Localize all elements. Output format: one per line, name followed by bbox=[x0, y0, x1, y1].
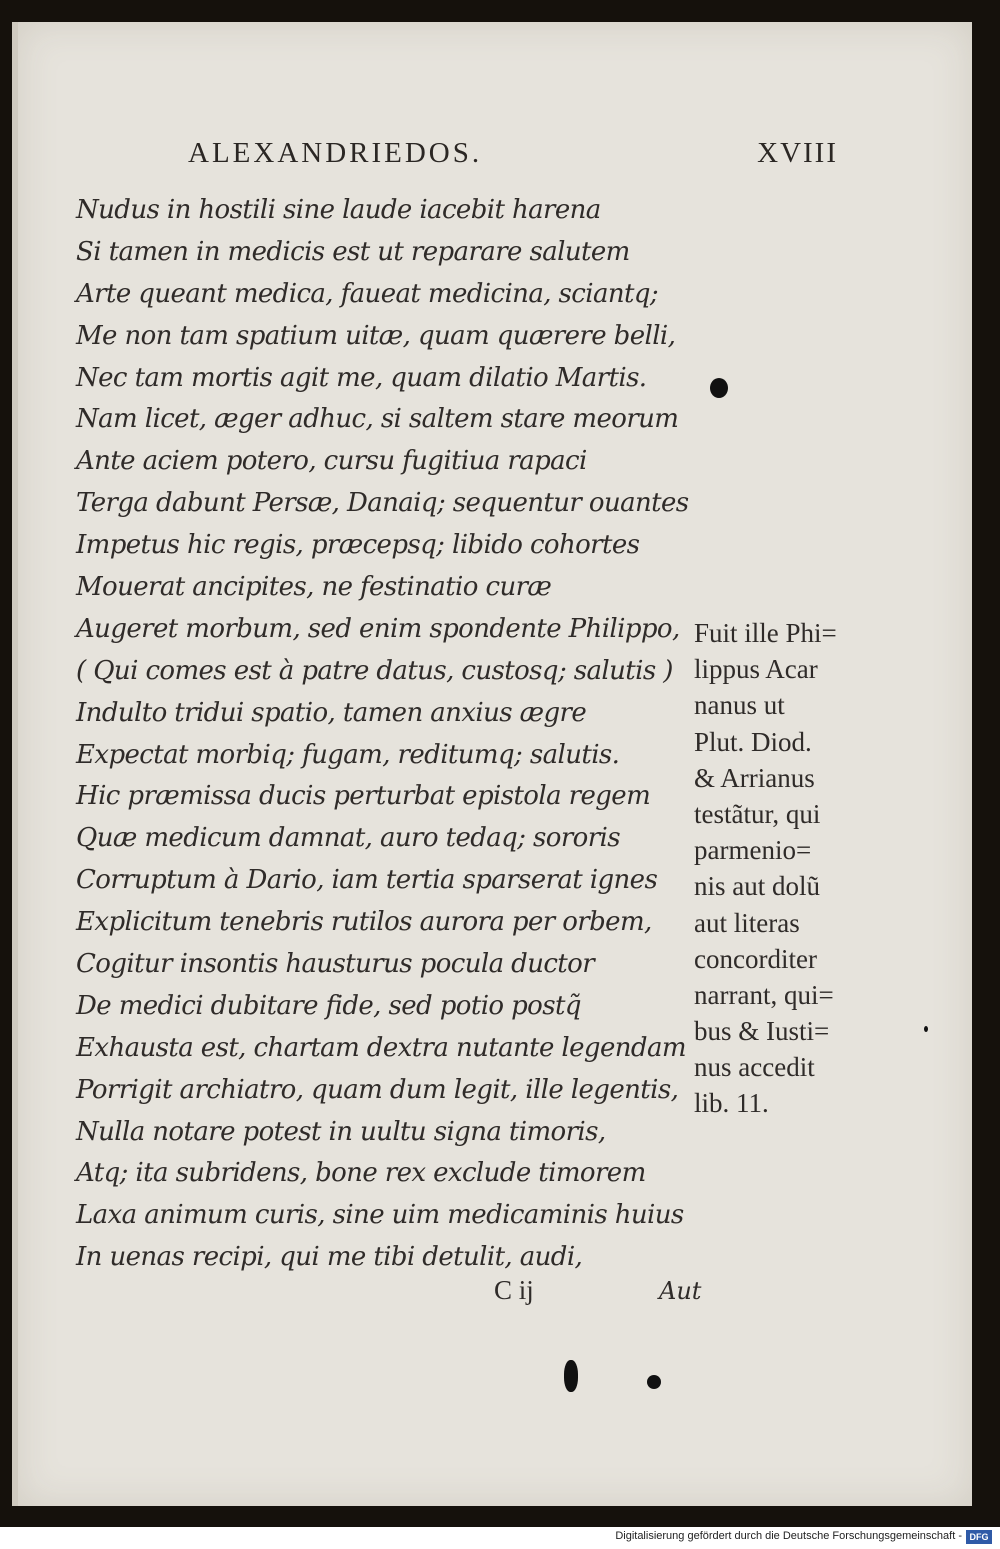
ink-blot bbox=[647, 1375, 661, 1389]
ink-blot bbox=[710, 378, 728, 398]
verse-line: Me non tam spatium uitæ, quam quærere belli, bbox=[76, 320, 676, 351]
verse-line: Expectat morbiq; fugam, reditumq; salutis. bbox=[76, 739, 620, 770]
verse-line: Nulla notare potest in uultu signa timoris, bbox=[76, 1116, 606, 1147]
page-header bbox=[178, 137, 838, 177]
margin-note-line: lib. 11. bbox=[694, 1088, 769, 1119]
verse-line: Hic præmissa ducis perturbat epistola regem bbox=[76, 781, 651, 812]
verse-line: Impetus hic regis, præcepsq; libido cohortes bbox=[76, 530, 640, 561]
margin-note-line: nis aut dolũ bbox=[694, 871, 820, 902]
margin-note-line: narrant, qui= bbox=[694, 979, 834, 1010]
margin-note-line: parmenio= bbox=[694, 835, 812, 866]
verse-line: Exhausta est, chartam dextra nutante legendam bbox=[76, 1032, 686, 1063]
marginal-note bbox=[694, 615, 894, 1122]
ink-blot bbox=[564, 1360, 578, 1392]
verse-line: Nec tam mortis agit me, quam dilatio Martis. bbox=[76, 362, 647, 393]
dfg-logo: DFG bbox=[966, 1530, 992, 1544]
running-title: ALEXANDRIEDOS. bbox=[188, 137, 483, 169]
margin-note-line: nanus ut bbox=[694, 690, 785, 721]
verse-line: De medici dubitare fide, sed potio postq̃ bbox=[76, 990, 581, 1021]
verse-line: ( Qui comes est à patre datus, custosq; salutis ) bbox=[76, 655, 673, 686]
verse-line: Atq; ita subridens, bone rex exclude timorem bbox=[76, 1158, 646, 1189]
book-page bbox=[12, 22, 972, 1506]
margin-note-line: & Arrianus bbox=[694, 762, 815, 793]
margin-note-line: Plut. Diod. bbox=[694, 726, 812, 757]
margin-note-line: concorditer bbox=[694, 943, 817, 974]
signature-mark: C ij bbox=[494, 1275, 534, 1305]
ink-blot bbox=[924, 1026, 928, 1032]
digitization-footer bbox=[0, 1527, 1000, 1549]
verse-line: Cogitur insontis hausturus pocula ductor bbox=[76, 949, 595, 980]
verse-line: Nam licet, æger adhuc, si saltem stare meorum bbox=[76, 404, 679, 435]
verse-line: Corruptum à Dario, iam tertia sparserat ignes bbox=[76, 865, 658, 896]
verse-line: Mouerat ancipites, ne festinatio curæ bbox=[76, 572, 552, 603]
margin-note-line: testãtur, qui bbox=[694, 798, 821, 829]
verse-line: Terga dabunt Persæ, Danaiq; sequentur ouantes bbox=[76, 488, 689, 519]
margin-note-line: Fuit ille Phi= bbox=[694, 618, 837, 648]
margin-note-line: aut literas bbox=[694, 907, 800, 938]
verse-text bbox=[76, 190, 696, 1279]
verse-line: Indulto tridui spatio, tamen anxius ægre bbox=[76, 697, 587, 728]
verse-line: Quæ medicum damnat, auro tedaq; sororis bbox=[76, 823, 621, 854]
verse-line: Arte queant medica, faueat medicina, sciantq; bbox=[76, 278, 659, 309]
verse-line: Augeret morbum, sed enim spondente Philippo, bbox=[76, 613, 680, 644]
catchword: Aut bbox=[659, 1277, 702, 1305]
margin-note-line: nus accedit bbox=[694, 1052, 815, 1083]
footer-credit: Digitalisierung gefördert durch die Deutsche Forschungsgemeinschaft - bbox=[615, 1530, 962, 1542]
verse-line: Ante aciem potero, cursu fugitiua rapaci bbox=[76, 446, 587, 477]
verse-line: In uenas recipi, qui me tibi detulit, audi, bbox=[76, 1242, 583, 1273]
verse-line: Porrigit archiatro, quam dum legit, ille legentis, bbox=[76, 1074, 679, 1105]
verse-line: Explicitum tenebris rutilos aurora per orbem, bbox=[76, 907, 652, 938]
verse-line: Si tamen in medicis est ut reparare salutem bbox=[76, 236, 630, 267]
folio-number: XVIII bbox=[757, 137, 838, 169]
verse-line: Laxa animum curis, sine uim medicaminis huius bbox=[76, 1200, 684, 1231]
verse-line: Nudus in hostili sine laude iacebit harena bbox=[76, 195, 601, 225]
margin-note-line: bus & Iusti= bbox=[694, 1016, 830, 1047]
margin-note-line: lippus Acar bbox=[694, 654, 818, 685]
